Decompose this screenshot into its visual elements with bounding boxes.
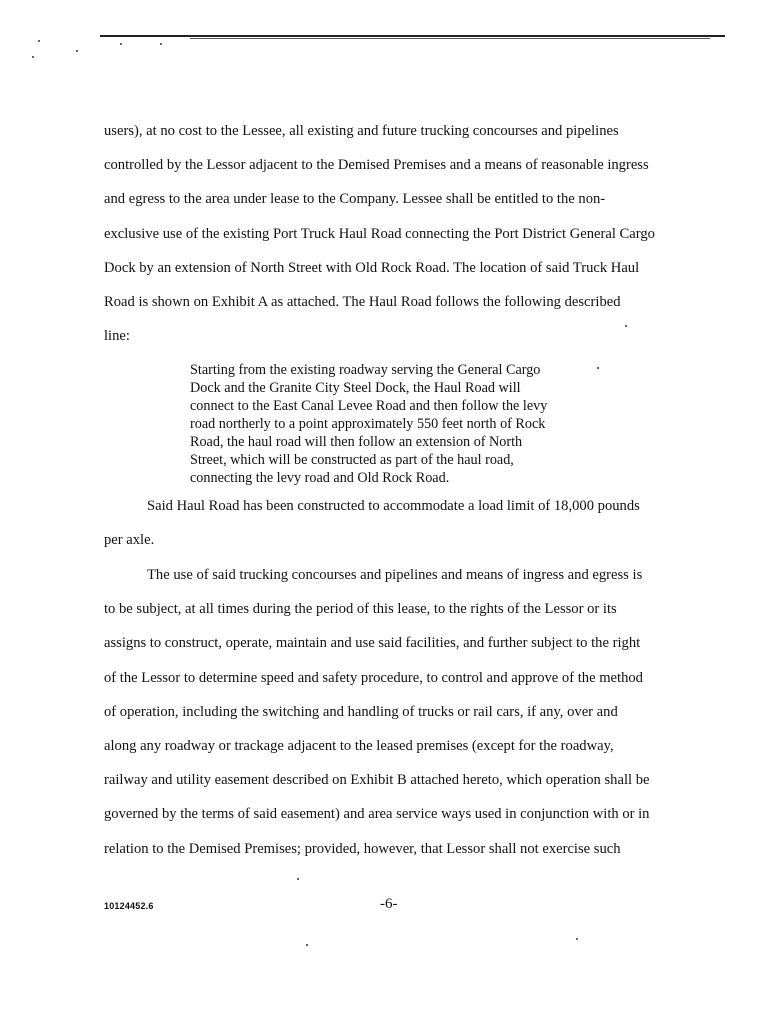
- paragraph-line: per axle.: [104, 532, 155, 549]
- quote-line: connect to the East Canal Levee Road and then follow the levy: [190, 398, 548, 414]
- paragraph-line: controlled by the Lessor adjacent to the Demised Premises and a means of reasonable ingress: [104, 157, 649, 174]
- paragraph-line: railway and utility easement described on Exhibit B attached hereto, which operation shall be: [104, 772, 650, 789]
- scan-speck: [160, 43, 162, 45]
- block-quote: [190, 361, 590, 487]
- scan-speck: [32, 56, 34, 58]
- scan-speck: [76, 50, 78, 52]
- quote-line: connecting the levy road and Old Rock Road.: [190, 470, 450, 486]
- paragraph-line: Road is shown on Exhibit A as attached. The Haul Road follows the following described: [104, 294, 621, 311]
- quote-line: Dock and the Granite City Steel Dock, the Haul Road will: [190, 380, 521, 396]
- paragraph-line: The use of said trucking concourses and pipelines and means of ingress and egress is: [147, 567, 643, 583]
- paragraph-line: line:: [104, 328, 130, 345]
- paragraph-1: [104, 114, 694, 353]
- paragraph-line: Said Haul Road has been constructed to accommodate a load limit of 18,000 pounds: [147, 498, 640, 514]
- document-id: 10124452.6: [104, 901, 154, 911]
- scan-header-rule-faint: [190, 38, 710, 39]
- paragraph-line: of the Lessor to determine speed and safety procedure, to control and approve of the method: [104, 669, 643, 686]
- scan-speck: [297, 878, 299, 880]
- paragraph-line: exclusive use of the existing Port Truck Haul Road connecting the Port District General Cargo: [104, 225, 655, 242]
- paragraph-line: along any roadway or trackage adjacent to the leased premises (except for the roadway,: [104, 738, 614, 755]
- paragraph-line: governed by the terms of said easement) and area service ways used in conjunction with or in: [104, 806, 650, 823]
- quote-line: Street, which will be constructed as part of the haul road,: [190, 452, 514, 468]
- scan-speck: [576, 938, 578, 940]
- paragraph-line: Dock by an extension of North Street with Old Rock Road. The location of said Truck Haul: [104, 259, 640, 276]
- paragraph-line: to be subject, at all times during the period of this lease, to the rights of the Lessor or its: [104, 601, 617, 618]
- scan-header-rule: [100, 35, 725, 37]
- quote-line: Starting from the existing roadway serving the General Cargo: [190, 362, 541, 378]
- page-number: -6-: [380, 896, 398, 912]
- paragraph-line: users), at no cost to the Lessee, all existing and future trucking concourses and pipelines: [104, 123, 619, 139]
- paragraph-line: relation to the Demised Premises; provided, however, that Lessor shall not exercise such: [104, 840, 621, 857]
- paragraph-line: of operation, including the switching and handling of trucks or rail cars, if any, over and: [104, 703, 618, 720]
- scan-speck: [597, 367, 599, 369]
- paragraph-2: [104, 489, 694, 557]
- scan-speck: [38, 40, 40, 42]
- quote-line: Road, the haul road will then follow an extension of North: [190, 434, 523, 450]
- paragraph-3: [104, 558, 694, 866]
- paragraph-line: assigns to construct, operate, maintain and use said facilities, and further subject to the right: [104, 635, 641, 652]
- paragraph-line: and egress to the area under lease to the Company. Lessee shall be entitled to the non-: [104, 191, 606, 208]
- scan-speck: [120, 43, 122, 45]
- quote-line: road northerly to a point approximately 550 feet north of Rock: [190, 416, 546, 432]
- scan-speck: [306, 944, 308, 946]
